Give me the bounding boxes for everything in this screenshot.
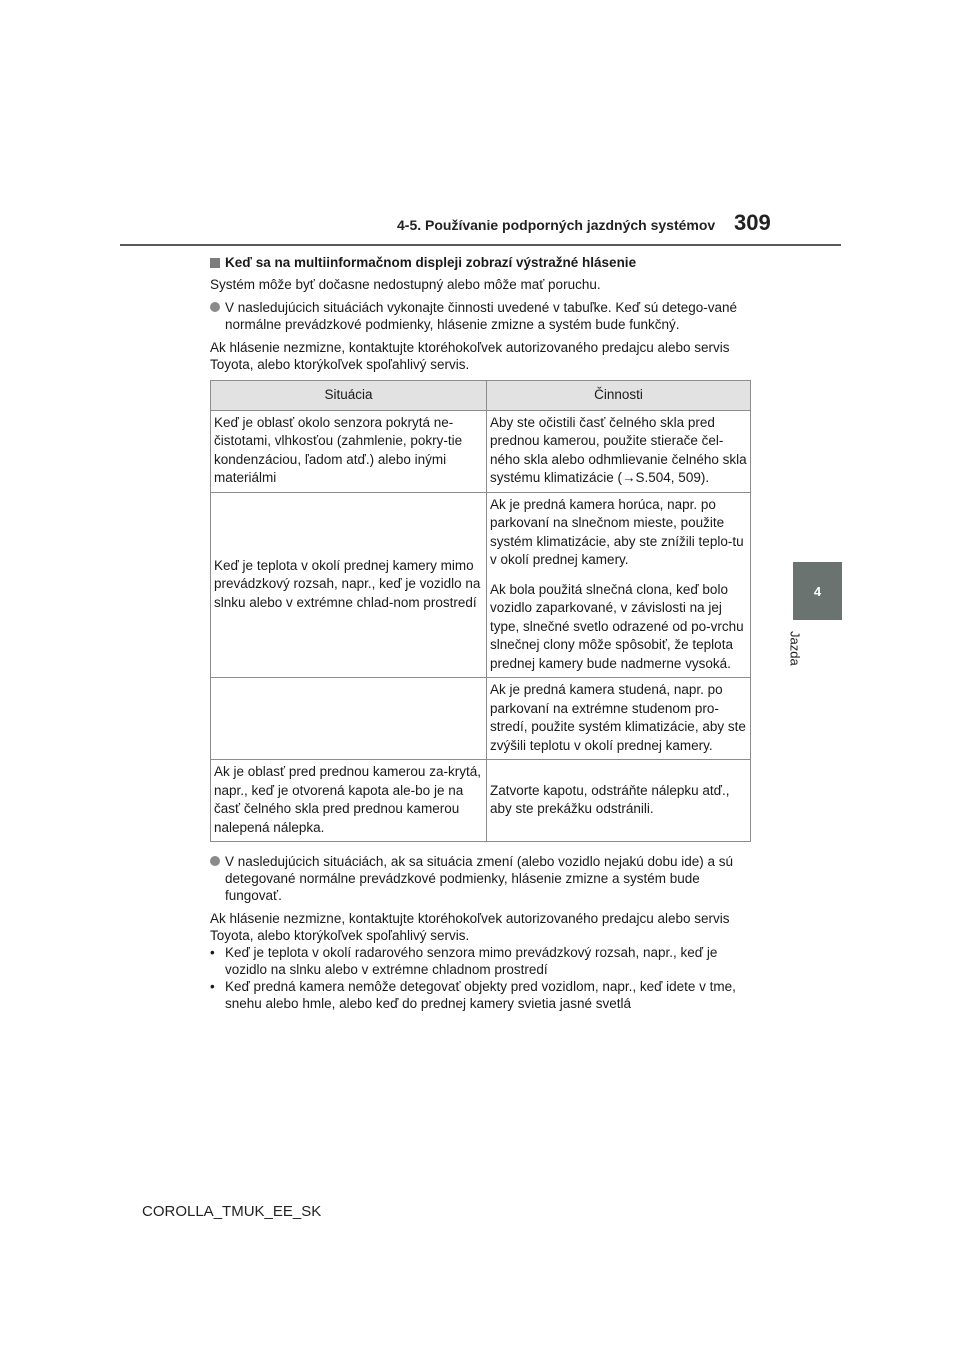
- page-content: [210, 254, 755, 1012]
- table-header-row: [211, 381, 751, 411]
- circle-bullet-icon: [210, 856, 220, 866]
- list-item: [210, 978, 755, 1012]
- bullet-item: [210, 853, 755, 904]
- table-row: [211, 492, 751, 678]
- document-code: COROLLA_TMUK_EE_SK: [142, 1203, 322, 1220]
- table-row: [211, 678, 751, 760]
- table-cell-situation: [211, 678, 487, 760]
- section-heading-text: Keď sa na multiinformačnom displeji zobrazí výstražné hlásenie: [225, 255, 637, 270]
- list-item: [210, 944, 755, 978]
- chapter-tab[interactable]: [793, 562, 842, 620]
- table-cell-action: Zatvorte kapotu, odstráňte nálepku atď., aby ste prekážku odstránili.: [487, 760, 751, 842]
- table-cell-situation: Keď je teplota v okolí prednej kamery mimo prevádzkový rozsah, napr., keď je vozidlo na slnku alebo v extrémne chlad-nom prostredí: [211, 492, 487, 678]
- list-marker: •: [210, 945, 215, 960]
- bullet-item: [210, 299, 755, 333]
- header-divider: [120, 244, 841, 246]
- table-row: [211, 410, 751, 492]
- table-cell-action: Ak je predná kamera studená, napr. po parkovaní na extrémne studenom pro-stredí, použite systém klimatizácie, aby ste zvýšili teplotu v okolí prednej kamery.: [487, 678, 751, 760]
- bullet-text: V nasledujúcich situáciách vykonajte činnosti uvedené v tabuľke. Keď sú detego-vané normálne prevádzkové podmienky, hlásenie zmizne a systém bude funkčný.: [225, 300, 738, 332]
- table-row: [211, 760, 751, 842]
- table-cell-action-part: Ak je predná kamera horúca, napr. po parkovaní na slnečnom mieste, použite systém klimatizácie, aby ste znížili teplo-tu v okolí prednej kamery.: [490, 496, 744, 567]
- table-cell-situation: Ak je oblasť pred prednou kamerou za-krytá, napr., keď je otvorená kapota ale-bo je na časť čelného skla pred prednou kamerou nalepená nálepka.: [211, 760, 487, 842]
- contact-text: Ak hlásenie nezmizne, kontaktujte ktoréhokoľvek autorizovaného predajcu alebo servis Toyota, alebo ktorýkoľvek spoľahlivý servis.: [210, 911, 730, 943]
- chapter-number: 4: [813, 583, 822, 599]
- page-number: 309: [734, 210, 771, 235]
- section-heading: [210, 254, 755, 271]
- square-bullet-icon: [210, 258, 220, 268]
- table-cell-action-part: Ak bola použitá slnečná clona, keď bolo vozidlo zaparkované, v závislosti na jej type, slnečné svetlo odrazené od po-vrchu slnečnej clony môže spôsobiť, že teplota prednej kamery bude nadmerne vysoká.: [490, 581, 744, 671]
- table-cell-action: Aby ste očistili časť čelného skla pred prednou kamerou, použite stierače čel-ného skla alebo odhmlievanie čelného skla systému klimatizácie (→S.504, 509).: [487, 410, 751, 492]
- intro-text: Systém môže byť dočasne nedostupný alebo môže mať poruchu.: [210, 277, 601, 292]
- table-cell-situation: Keď je oblasť okolo senzora pokrytá ne-čistotami, vlhkosťou (zahmlenie, pokry-tie kondenzáciou, ľadom atď.) alebo inými materiálmi: [211, 410, 487, 492]
- table-header-action: Činnosti: [487, 381, 751, 411]
- list-item-text: Keď je teplota v okolí radarového senzora mimo prevádzkový rozsah, napr., keď je vozidlo na slnku alebo v extrémne chladnom prostredí: [225, 945, 718, 977]
- list-marker: •: [210, 979, 215, 994]
- situation-action-table: [210, 380, 751, 842]
- table-header-situation: Situácia: [211, 381, 487, 411]
- circle-bullet-icon: [210, 302, 220, 312]
- section-title: 4-5. Používanie podporných jazdných systémov: [397, 217, 716, 233]
- contact-text: Ak hlásenie nezmizne, kontaktujte ktoréhokoľvek autorizovaného predajcu alebo servis Toyota, alebo ktorýkoľvek spoľahlivý servis.: [210, 340, 730, 372]
- bullet-text: V nasledujúcich situáciách, ak sa situácia zmení (alebo vozidlo nejakú dobu ide) a sú detegované normálne prevádzkové podmienky, hlásenie zmizne a systém bude fungovať.: [225, 854, 734, 903]
- chapter-label: Jazda: [787, 631, 803, 666]
- list-item-text: Keď predná kamera nemôže detegovať objekty pred vozidlom, napr., keď idete v tme, snehu alebo hmle, alebo keď do prednej kamery svietia jasné svetlá: [225, 979, 736, 1011]
- table-cell-action: [487, 492, 751, 678]
